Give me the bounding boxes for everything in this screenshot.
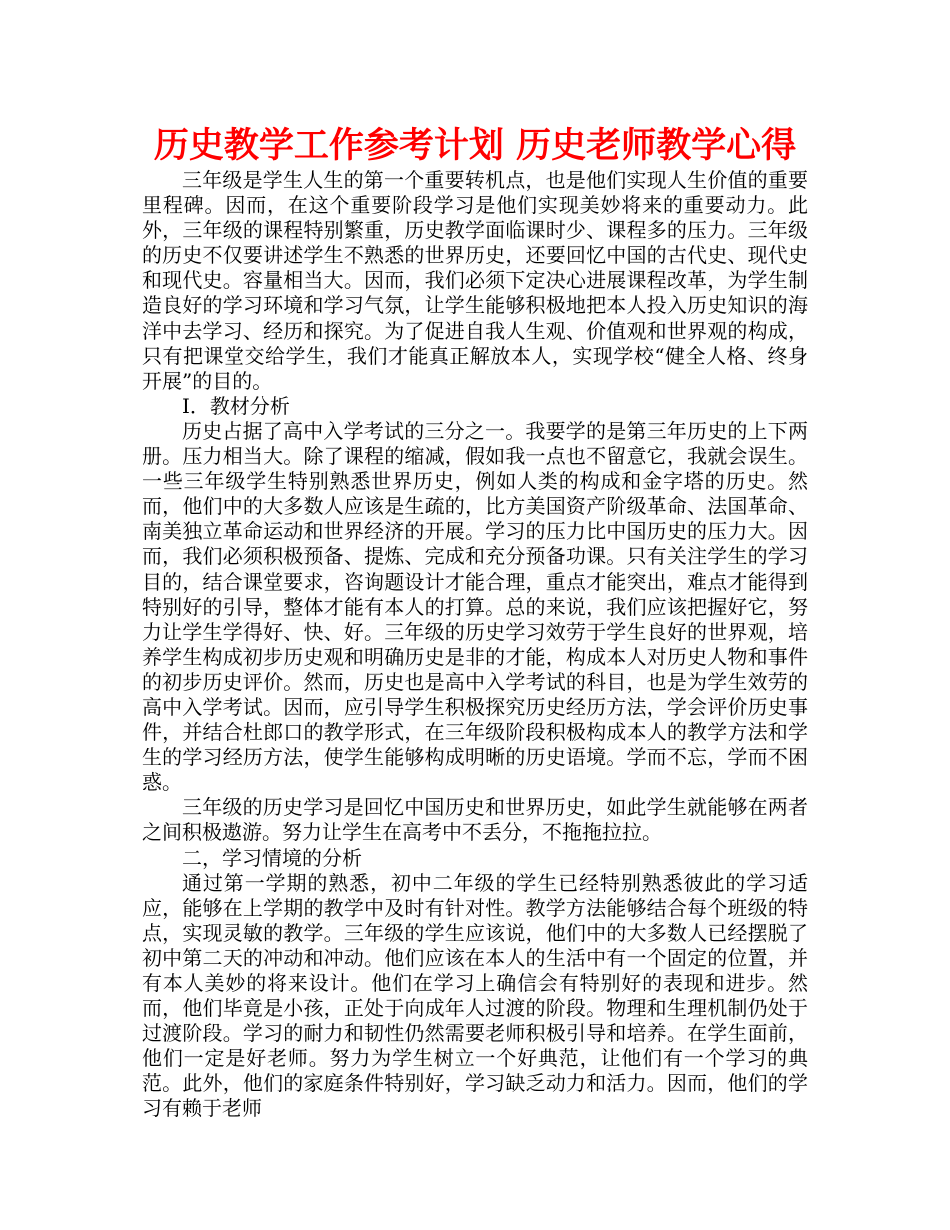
review-paragraph: 三年级的历史学习是回忆中国历史和世界历史，如此学生就能够在两者之间积极遨游。努力让学生在高考中不丢分，不拖拖拉拉。 — [142, 795, 808, 845]
intro-paragraph: 三年级是学生人生的第一个重要转机点，也是他们实现人生价值的重要里程碑。因而，在这个重要阶段学习是他们实现美妙将来的重要动力。此外，三年级的课程特别繁重，历史教学面临课时少、课程多的压力。三年级的历史不仅要讲述学生不熟悉的世界历史，还要回忆中国的古代史、现代史和现代史。容量相当大。因而，我们必须下定决心进展课程改革，为学生制造良好的学习环境和学习气氛，让学生能够积极地把本人投入历史知识的海洋中去学习、经历和探究。为了促进自我人生观、价值观和世界观的构成，只有把课堂交给学生，我们才能真正解放本人，实现学校“健全人格、终身开展”的目的。 — [142, 168, 808, 393]
document-body — [142, 124, 808, 1122]
section-heading-learning-situation: 二，学习情境的分析 — [182, 845, 362, 870]
learning-situation-paragraph: 通过第一学期的熟悉，初中二年级的学生已经特别熟悉彼此的学习适应，能够在上学期的教学中及时有针对性。教学方法能够结合每个班级的特点，实现灵敏的教学。三年级的学生应该说，他们中的大多数人已经摆脱了初中第二天的冲动和冲动。他们应该在本人的生活中有一个固定的位置，并有本人美妙的将来设计。他们在学习上确信会有特别好的表现和进步。然而，他们毕竟是小孩，正处于向成年人过渡的阶段。物理和生理机制仍处于过渡阶段。学习的耐力和韧性仍然需要老师积极引导和培养。在学生面前，他们一定是好老师。努力为学生树立一个好典范，让他们有一个学习的典范。此外，他们的家庭条件特别好，学习缺乏动力和活力。因而，他们的学习有赖于老师 — [142, 870, 808, 1121]
textbook-analysis-paragraph: 历史占据了高中入学考试的三分之一。我要学的是第三年历史的上下两册。压力相当大。除了课程的缩减，假如我一点也不留意它，我就会误生。一些三年级学生特别熟悉世界历史，例如人类的构成和金字塔的历史。然而，他们中的大多数人应该是生疏的，比方美国资产阶级革命、法国革命、南美独立革命运动和世界经济的开展。学习的压力比中国历史的压力大。因而，我们必须积极预备、提炼、完成和充分预备功课。只有关注学生的学习目的，结合课堂要求，咨询题设计才能合理，重点才能突出，难点才能得到特别好的引导，整体才能有本人的打算。总的来说，我们应该把握好它，努力让学生学得好、快、好。三年级的历史学习效劳于学生良好的世界观，培养学生构成初步历史观和明确历史是非的才能，构成本人对历史人物和事件的初步历史评价。然而，历史也是高中入学考试的科目，也是为学生效劳的高中入学考试。因而，应引导学生积极探究历史经历方法，学会评价历史事件，并结合杜郎口的教学形式，在三年级阶段积极构成本人的教学方法和学生的学习经历方法，使学生能够构成明晰的历史语境。学而不忘，学而不困惑。 — [142, 418, 808, 795]
document-title: 历史教学工作参考计划 历史老师教学心得 — [153, 125, 797, 166]
section-heading-textbook-analysis: Ⅰ．教材分析 — [182, 393, 290, 418]
